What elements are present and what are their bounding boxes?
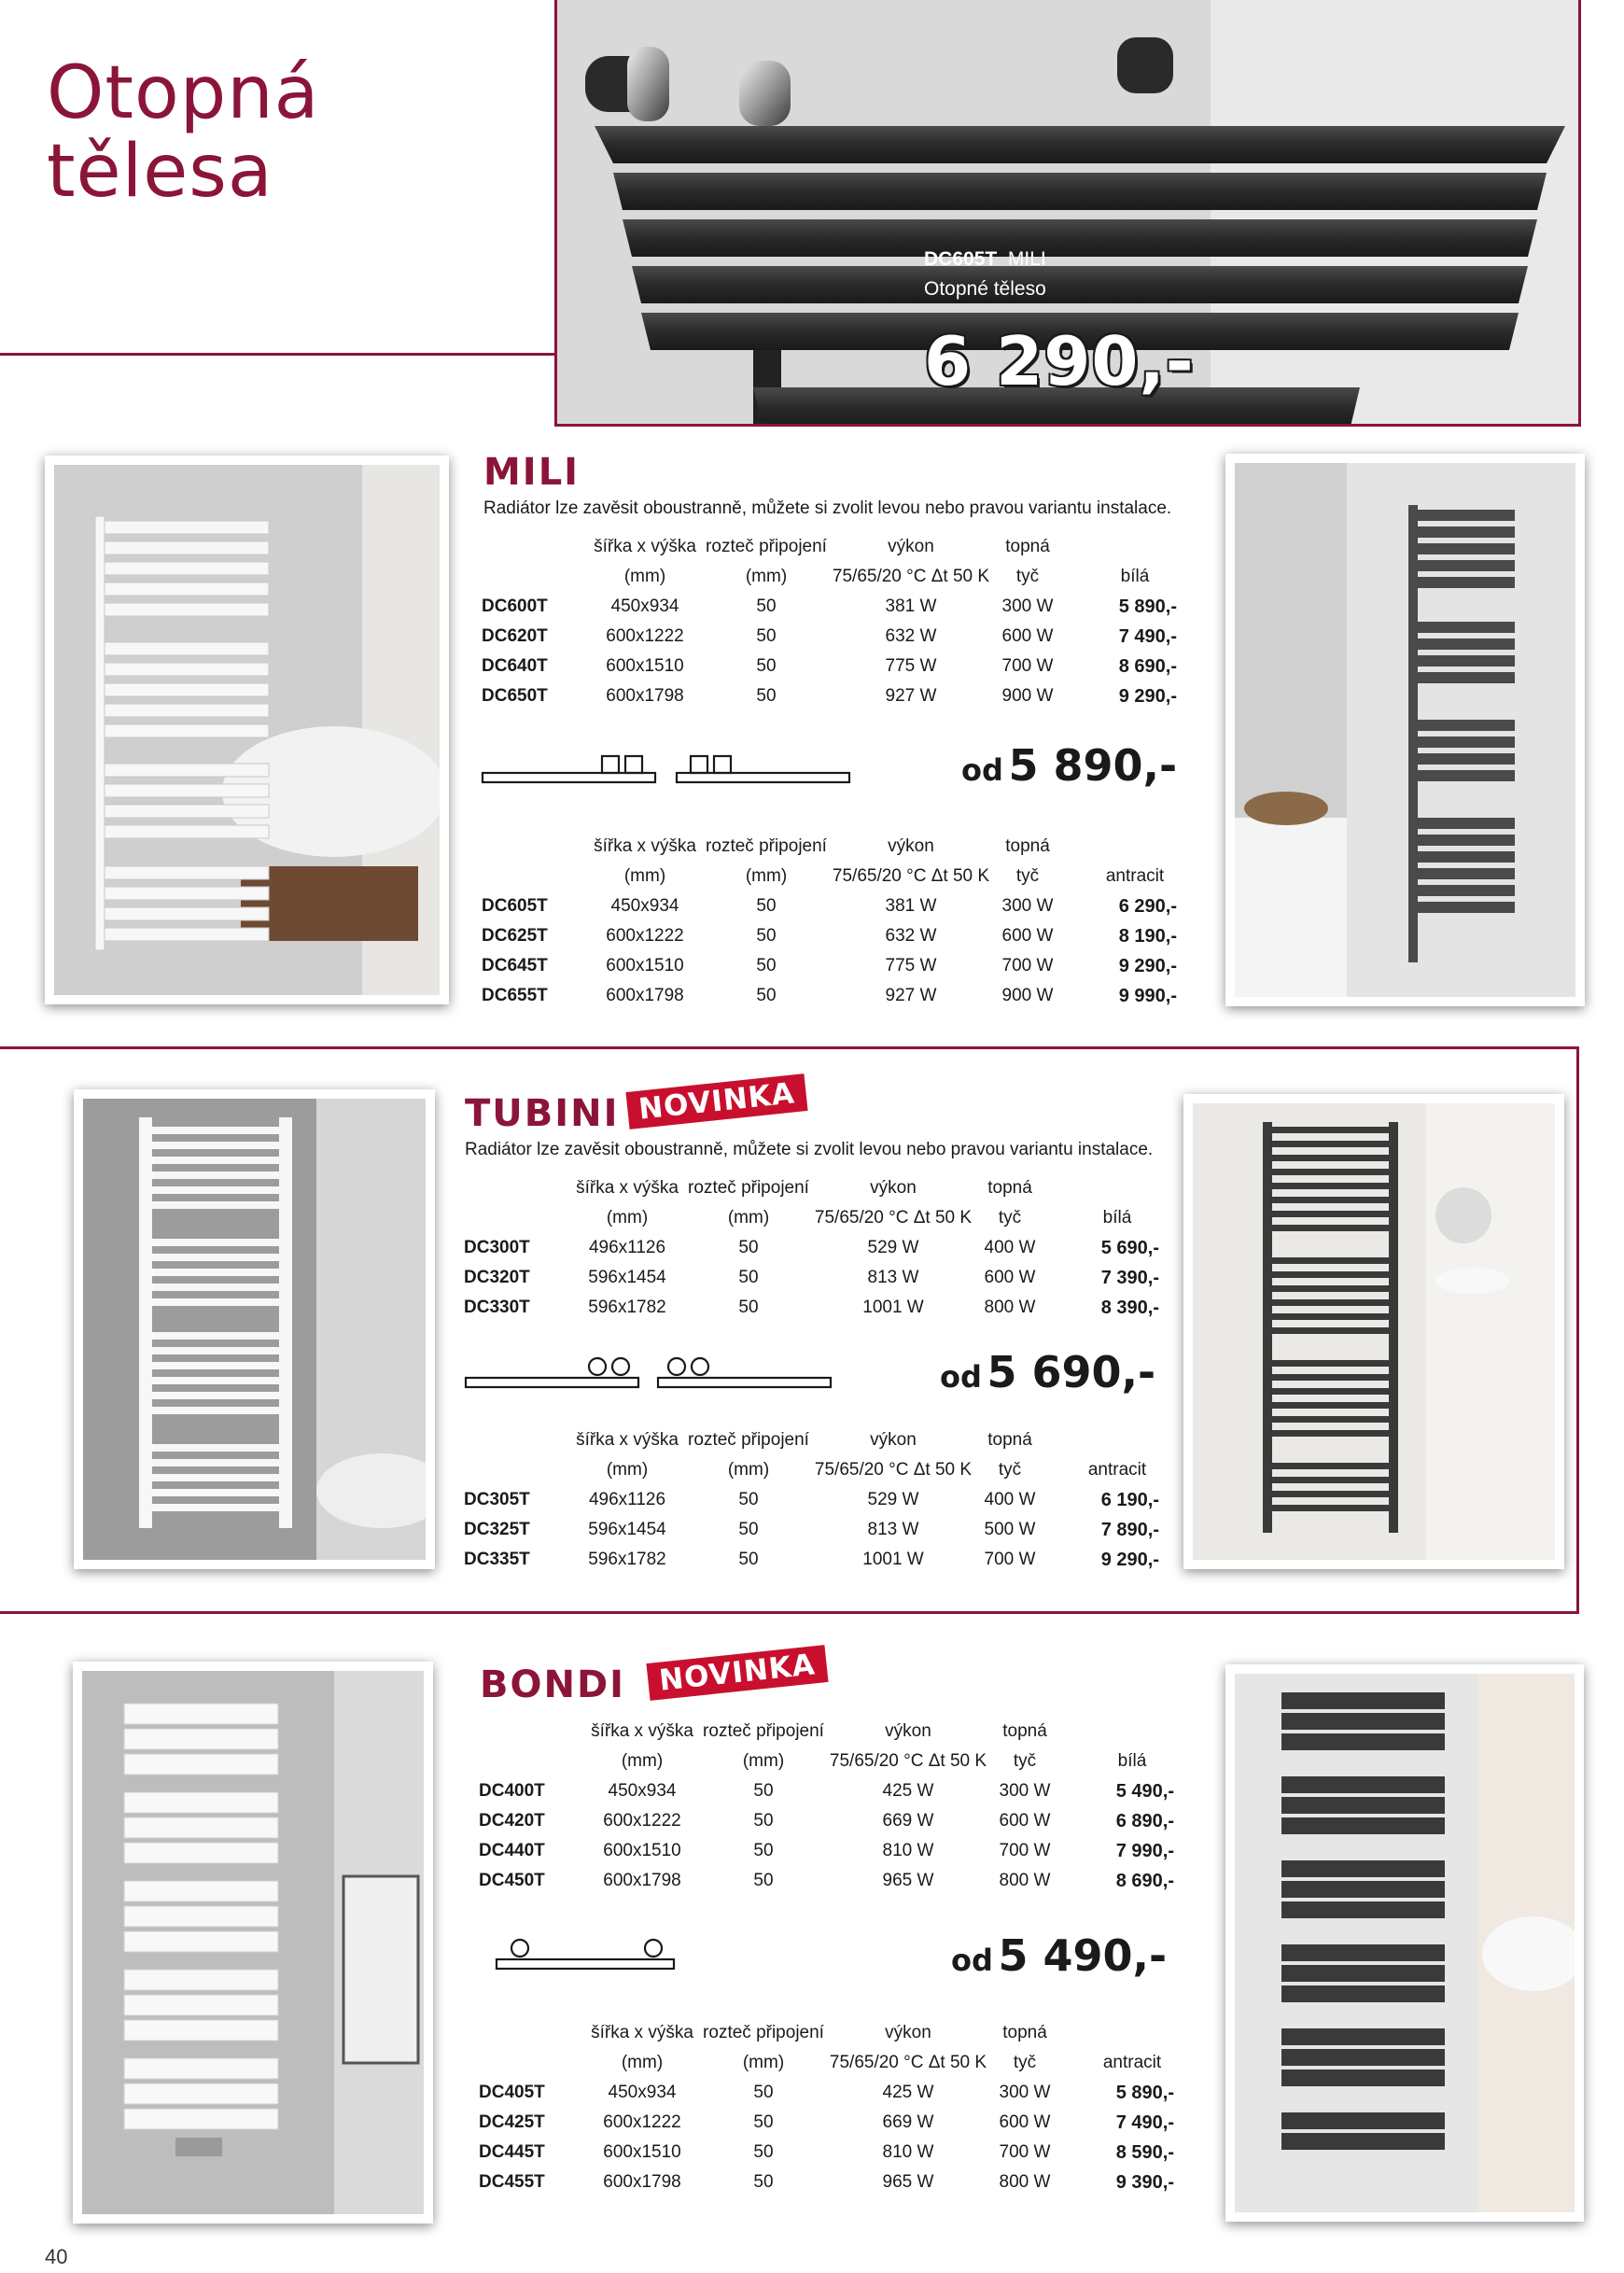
hero-caption [924, 245, 1046, 304]
cell-power: 381 W [885, 896, 937, 916]
col-anthracite: antracit [1105, 866, 1165, 886]
cell-pitch: 50 [756, 596, 777, 616]
cell-pitch: 50 [753, 2112, 774, 2132]
bondi-title: BONDI [480, 1663, 626, 1706]
col-dim-unit: (mm) [606, 1460, 649, 1480]
col-pitch-unit: (mm) [745, 567, 788, 586]
col-power-unit: 75/65/20 °C Δt 50 K [814, 1208, 973, 1228]
table-header-row [482, 562, 1182, 592]
hero-product-name: MILI [1007, 248, 1046, 270]
table-header-row [482, 532, 1182, 562]
cell-dim: 496x1126 [588, 1490, 666, 1509]
cell-price: 8 190,- [1118, 926, 1177, 947]
cell-pitch: 50 [753, 1781, 774, 1801]
cell-power: 381 W [885, 596, 937, 616]
cell-price: 8 590,- [1115, 2142, 1174, 2163]
cell-code: DC405T [479, 2083, 545, 2102]
cell-price: 9 990,- [1118, 986, 1177, 1006]
tubini-frame-top [0, 1046, 1579, 1049]
from-label: od [961, 752, 1003, 788]
cell-code: DC420T [479, 1811, 545, 1831]
title-divider [0, 353, 556, 356]
col-rod: topná [1002, 2023, 1047, 2042]
cell-price: 5 890,- [1115, 2083, 1174, 2103]
col-power-unit: 75/65/20 °C Δt 50 K [832, 567, 990, 586]
cell-price: 8 690,- [1115, 1871, 1174, 1891]
cell-rod: 600 W [1001, 626, 1054, 646]
cell-rod: 400 W [984, 1490, 1036, 1509]
col-rod: topná [1005, 537, 1050, 556]
cell-price: 9 290,- [1118, 686, 1177, 707]
cell-price: 6 290,- [1118, 896, 1177, 917]
table-header-row [479, 2048, 1179, 2078]
table-row [482, 891, 1182, 921]
mili-connection-diagram [481, 747, 854, 789]
table-row [464, 1545, 1164, 1575]
cell-pitch: 50 [756, 626, 777, 646]
col-power: výkon [885, 2023, 931, 2042]
cell-code: DC300T [464, 1238, 530, 1257]
cell-power: 1001 W [862, 1298, 924, 1317]
mili-white-radiator-illustration [54, 465, 440, 995]
cell-rod: 600 W [1001, 926, 1054, 946]
from-value: 5 690,- [987, 1347, 1156, 1397]
cell-power: 425 W [882, 1781, 934, 1801]
col-rod-unit: tyč [1015, 567, 1040, 586]
tubini-frame-right [1576, 1046, 1579, 1614]
cell-dim: 450x934 [608, 2083, 677, 2102]
cell-dim: 450x934 [608, 1781, 677, 1801]
cell-price: 9 290,- [1100, 1550, 1159, 1570]
cell-code: DC620T [482, 626, 548, 646]
cell-rod: 700 W [999, 1841, 1051, 1860]
col-rod-unit: tyč [998, 1208, 1022, 1228]
table-row [479, 2078, 1179, 2108]
table-row [479, 2138, 1179, 2168]
col-power: výkon [885, 1721, 931, 1741]
cell-rod: 800 W [999, 1871, 1051, 1890]
bondi-white-table [479, 1717, 1179, 1896]
cell-pitch: 50 [756, 986, 777, 1005]
cell-rod: 700 W [984, 1550, 1036, 1569]
mili-anthracite-photo [1225, 454, 1585, 1006]
cell-power: 810 W [882, 1841, 934, 1860]
cell-dim: 496x1126 [588, 1238, 666, 1257]
col-pitch-unit: (mm) [745, 866, 788, 886]
col-white: bílá [1102, 1208, 1132, 1228]
tubini-title: TUBINI [465, 1092, 620, 1135]
table-header-row [464, 1425, 1164, 1455]
cell-pitch: 50 [753, 1871, 774, 1890]
cell-dim: 596x1454 [588, 1268, 666, 1287]
cell-code: DC440T [479, 1841, 545, 1860]
cell-code: DC605T [482, 896, 548, 916]
cell-price: 8 390,- [1100, 1298, 1159, 1318]
table-row [464, 1485, 1164, 1515]
cell-code: DC655T [482, 986, 548, 1005]
tubini-connection-diagram [464, 1352, 837, 1394]
cell-pitch: 50 [738, 1520, 759, 1539]
tubini-from-price [940, 1347, 1155, 1397]
tubini-white-radiator-illustration [83, 1099, 426, 1560]
cell-price: 7 490,- [1118, 626, 1177, 647]
col-dim: šířka x výška [576, 1430, 679, 1450]
col-power-unit: 75/65/20 °C Δt 50 K [829, 1751, 987, 1771]
bondi-white-radiator-illustration [82, 1671, 424, 2214]
table-row [479, 2108, 1179, 2138]
cell-pitch: 50 [738, 1298, 759, 1317]
cell-power: 813 W [867, 1268, 919, 1287]
table-header-row [482, 862, 1182, 891]
cell-pitch: 50 [738, 1238, 759, 1257]
cell-dim: 600x1510 [606, 956, 684, 975]
tubini-white-table [464, 1173, 1164, 1323]
cell-dim: 600x1510 [606, 656, 684, 676]
cell-power: 632 W [885, 626, 937, 646]
cell-rod: 400 W [984, 1238, 1036, 1257]
cell-dim: 596x1454 [588, 1520, 666, 1539]
table-header-row [479, 2018, 1179, 2048]
cell-pitch: 50 [738, 1268, 759, 1287]
from-value: 5 890,- [1008, 740, 1178, 791]
cell-power: 632 W [885, 926, 937, 946]
table-row [464, 1515, 1164, 1545]
col-rod: topná [1002, 1721, 1047, 1741]
tubini-anthracite-table [464, 1425, 1164, 1575]
tubini-anthracite-radiator-illustration [1193, 1103, 1555, 1560]
col-pitch: rozteč připojení [703, 1721, 824, 1741]
from-value: 5 490,- [998, 1930, 1168, 1981]
col-rod: topná [987, 1178, 1032, 1198]
mili-anthracite-radiator-illustration [1235, 463, 1575, 997]
col-dim: šířka x výška [594, 537, 696, 556]
cell-rod: 900 W [1001, 986, 1054, 1005]
cell-power: 775 W [885, 656, 937, 676]
cell-dim: 600x1798 [606, 686, 684, 706]
tubini-white-photo [74, 1089, 435, 1569]
cell-power: 1001 W [862, 1550, 924, 1569]
col-anthracite: antracit [1087, 1460, 1147, 1480]
cell-code: DC645T [482, 956, 548, 975]
mili-description: Radiátor lze zavěsit oboustranně, můžete si zvolit levou nebo pravou variantu instalace. [483, 498, 1172, 518]
from-label: od [940, 1359, 982, 1395]
cell-dim: 596x1782 [588, 1550, 666, 1569]
table-row [479, 1836, 1179, 1866]
cell-dim: 596x1782 [588, 1298, 666, 1317]
col-dim: šířka x výška [576, 1178, 679, 1198]
cell-code: DC640T [482, 656, 548, 676]
cell-rod: 800 W [984, 1298, 1036, 1317]
cell-power: 965 W [882, 2172, 934, 2192]
cell-power: 927 W [885, 986, 937, 1005]
table-row [479, 2168, 1179, 2197]
cell-dim: 600x1798 [606, 986, 684, 1005]
cell-power: 669 W [882, 2112, 934, 2132]
cell-price: 9 290,- [1118, 956, 1177, 976]
col-pitch: rozteč připojení [703, 2023, 824, 2042]
col-power: výkon [888, 836, 934, 856]
bondi-white-photo [73, 1662, 433, 2224]
table-row [479, 1806, 1179, 1836]
col-pitch: rozteč připojení [706, 836, 827, 856]
cell-dim: 600x1222 [606, 626, 684, 646]
col-anthracite: antracit [1102, 2053, 1162, 2072]
mili-title: MILI [483, 451, 581, 494]
tubini-description: Radiátor lze zavěsit oboustranně, můžete si zvolit levou nebo pravou variantu instalace. [465, 1140, 1154, 1159]
table-row [482, 652, 1182, 681]
cell-dim: 600x1510 [603, 2142, 681, 2162]
col-dim-unit: (mm) [623, 866, 666, 886]
cell-pitch: 50 [756, 896, 777, 916]
col-dim-unit: (mm) [621, 2053, 664, 2072]
cell-price: 5 690,- [1100, 1238, 1159, 1258]
cell-pitch: 50 [738, 1490, 759, 1509]
cell-rod: 500 W [984, 1520, 1036, 1539]
col-pitch: rozteč připojení [688, 1430, 809, 1450]
cell-power: 775 W [885, 956, 937, 975]
tubini-new-badge: NOVINKA [625, 1073, 807, 1129]
cell-rod: 700 W [999, 2142, 1051, 2162]
cell-dim: 600x1222 [606, 926, 684, 946]
table-row [482, 921, 1182, 951]
cell-power: 529 W [867, 1238, 919, 1257]
tubini-anthracite-photo [1183, 1094, 1564, 1569]
cell-rod: 800 W [999, 2172, 1051, 2192]
cell-price: 7 490,- [1115, 2112, 1174, 2133]
cell-power: 669 W [882, 1811, 934, 1831]
cell-price: 7 390,- [1100, 1268, 1159, 1288]
col-pitch: rozteč připojení [706, 537, 827, 556]
cell-rod: 600 W [999, 2112, 1051, 2132]
table-row [482, 951, 1182, 981]
cell-pitch: 50 [753, 2083, 774, 2102]
cell-pitch: 50 [756, 956, 777, 975]
cell-pitch: 50 [756, 686, 777, 706]
cell-price: 7 890,- [1100, 1520, 1159, 1540]
cell-dim: 450x934 [610, 596, 679, 616]
bondi-connection-diagram [495, 1935, 681, 1977]
col-pitch-unit: (mm) [727, 1208, 770, 1228]
table-row [482, 981, 1182, 1011]
cell-rod: 300 W [999, 2083, 1051, 2102]
cell-rod: 700 W [1001, 956, 1054, 975]
table-row [464, 1293, 1164, 1323]
cell-pitch: 50 [756, 926, 777, 946]
bondi-new-badge: NOVINKA [646, 1645, 828, 1701]
cell-dim: 450x934 [610, 896, 679, 916]
cell-price: 8 690,- [1118, 656, 1177, 677]
cell-rod: 700 W [1001, 656, 1054, 676]
cell-code: DC330T [464, 1298, 530, 1317]
col-power-unit: 75/65/20 °C Δt 50 K [829, 2053, 987, 2072]
cell-code: DC400T [479, 1781, 545, 1801]
cell-power: 813 W [867, 1520, 919, 1539]
col-dim-unit: (mm) [606, 1208, 649, 1228]
table-row [482, 622, 1182, 652]
col-dim: šířka x výška [591, 1721, 693, 1741]
cell-rod: 300 W [1001, 896, 1054, 916]
cell-power: 529 W [867, 1490, 919, 1509]
col-power: výkon [870, 1178, 917, 1198]
cell-pitch: 50 [753, 1811, 774, 1831]
col-pitch-unit: (mm) [727, 1460, 770, 1480]
cell-rod: 600 W [984, 1268, 1036, 1287]
cell-dim: 600x1798 [603, 1871, 681, 1890]
cell-code: DC320T [464, 1268, 530, 1287]
cell-price: 9 390,- [1115, 2172, 1174, 2193]
cell-dim: 600x1510 [603, 1841, 681, 1860]
cell-code: DC445T [479, 2142, 545, 2162]
table-row [464, 1263, 1164, 1293]
from-label: od [951, 1943, 993, 1978]
cell-pitch: 50 [756, 656, 777, 676]
col-white: bílá [1117, 1751, 1147, 1771]
cell-price: 5 490,- [1115, 1781, 1174, 1802]
page-number: 40 [45, 2245, 68, 2268]
bondi-anthracite-radiator-illustration [1235, 1674, 1575, 2212]
cell-code: DC625T [482, 926, 548, 946]
col-power-unit: 75/65/20 °C Δt 50 K [832, 866, 990, 886]
cell-dim: 600x1222 [603, 1811, 681, 1831]
table-row [482, 681, 1182, 711]
cell-rod: 900 W [1001, 686, 1054, 706]
hero-price: 6 290,- [924, 322, 1195, 400]
hero-product-sub: Otopné těleso [924, 278, 1046, 300]
page-title [47, 51, 320, 214]
col-rod-unit: tyč [998, 1460, 1022, 1480]
col-pitch-unit: (mm) [742, 2053, 785, 2072]
mili-anthracite-table [482, 832, 1182, 1011]
cell-price: 6 890,- [1115, 1811, 1174, 1831]
col-power: výkon [870, 1430, 917, 1450]
cell-code: DC450T [479, 1871, 545, 1890]
mili-from-price [961, 740, 1177, 791]
cell-price: 7 990,- [1115, 1841, 1174, 1861]
cell-power: 927 W [885, 686, 937, 706]
col-rod-unit: tyč [1013, 1751, 1037, 1771]
col-rod: topná [987, 1430, 1032, 1450]
bondi-from-price [951, 1930, 1167, 1981]
cell-code: DC425T [479, 2112, 545, 2132]
cell-code: DC305T [464, 1490, 530, 1509]
col-rod-unit: tyč [1015, 866, 1040, 886]
cell-code: DC650T [482, 686, 548, 706]
cell-price: 6 190,- [1100, 1490, 1159, 1510]
tubini-frame-bottom [0, 1611, 1579, 1614]
hero-product-code: DC605T [924, 248, 998, 270]
cell-power: 965 W [882, 1871, 934, 1890]
col-power-unit: 75/65/20 °C Δt 50 K [814, 1460, 973, 1480]
table-header-row [482, 832, 1182, 862]
col-white: bílá [1120, 567, 1150, 586]
cell-pitch: 50 [753, 2172, 774, 2192]
cell-code: DC455T [479, 2172, 545, 2192]
cell-rod: 300 W [999, 1781, 1051, 1801]
table-row [479, 1866, 1179, 1896]
cell-pitch: 50 [753, 1841, 774, 1860]
col-dim: šířka x výška [591, 2023, 693, 2042]
table-header-row [479, 1717, 1179, 1747]
table-header-row [464, 1455, 1164, 1485]
cell-code: DC335T [464, 1550, 530, 1569]
col-pitch-unit: (mm) [742, 1751, 785, 1771]
cell-rod: 600 W [999, 1811, 1051, 1831]
col-dim-unit: (mm) [621, 1751, 664, 1771]
mili-white-photo [45, 456, 449, 1004]
table-row [482, 592, 1182, 622]
col-rod: topná [1005, 836, 1050, 856]
cell-power: 425 W [882, 2083, 934, 2102]
cell-power: 810 W [882, 2142, 934, 2162]
bondi-anthracite-photo [1225, 1664, 1584, 2222]
col-rod-unit: tyč [1013, 2053, 1037, 2072]
cell-code: DC325T [464, 1520, 530, 1539]
bondi-anthracite-table [479, 2018, 1179, 2197]
col-dim: šířka x výška [594, 836, 696, 856]
table-header-row [464, 1203, 1164, 1233]
cell-pitch: 50 [753, 2142, 774, 2162]
cell-price: 5 890,- [1118, 596, 1177, 617]
col-dim-unit: (mm) [623, 567, 666, 586]
cell-dim: 600x1222 [603, 2112, 681, 2132]
cell-pitch: 50 [738, 1550, 759, 1569]
col-power: výkon [888, 537, 934, 556]
cell-dim: 600x1798 [603, 2172, 681, 2192]
page-title-line1: Otopná [47, 51, 320, 135]
cell-rod: 300 W [1001, 596, 1054, 616]
table-row [464, 1233, 1164, 1263]
table-row [479, 1776, 1179, 1806]
table-header-row [479, 1747, 1179, 1776]
col-pitch: rozteč připojení [688, 1178, 809, 1198]
mili-white-table [482, 532, 1182, 711]
cell-code: DC600T [482, 596, 548, 616]
page-title-line2: tělesa [47, 130, 273, 214]
table-header-row [464, 1173, 1164, 1203]
